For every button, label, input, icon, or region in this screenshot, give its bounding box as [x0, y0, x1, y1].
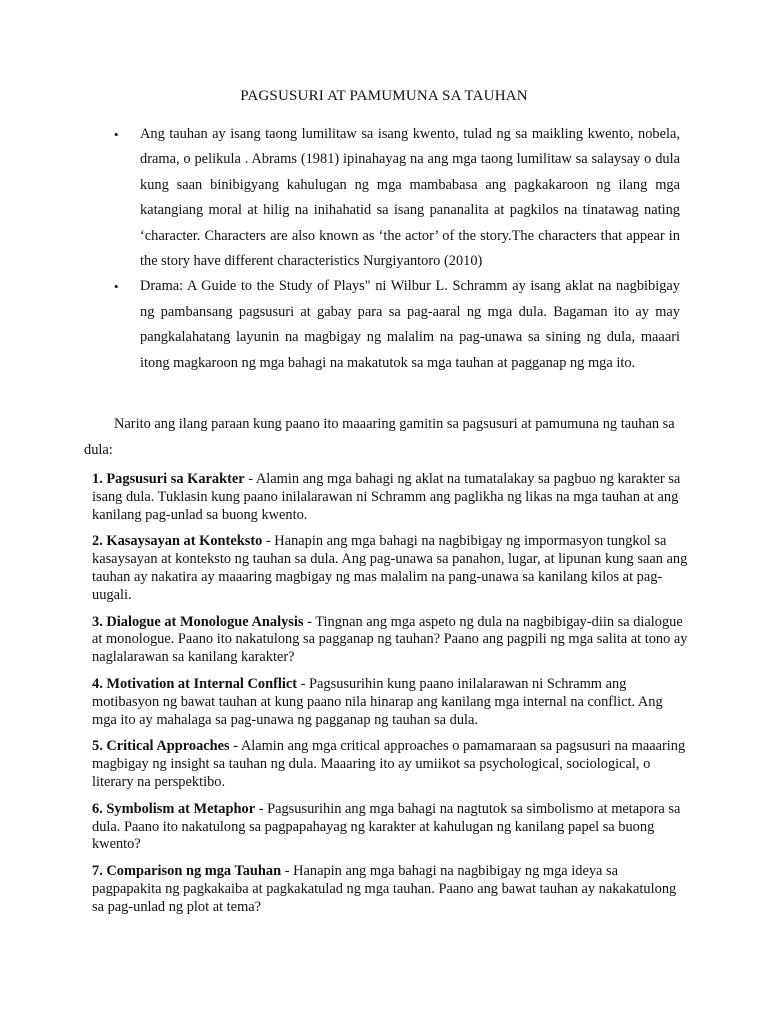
bullet-item	[112, 274, 680, 376]
section-paragraph	[92, 614, 690, 667]
section-body: - Hanapin ang mga bahagi na nagbibigay ng mga ideya sa pagpapakita ng pagkakaiba at pagkakatulad ng mga tauhan. Paano ang bawat tauhan ay nakakatulong sa pag-unlad ng plot at tema?	[92, 863, 677, 915]
section-body: - Pagsusurihin ang mga bahagi na nagtutok sa simbolismo at metapora sa dula. Paano ito nakatulong sa pagpapahayag ng karakter at kahulugan ng kanilang papel sa buong kwento?	[92, 800, 681, 853]
bullet-icon: •	[114, 127, 119, 142]
section-heading: 2. Kasaysayan at Konteksto	[92, 533, 263, 550]
section-heading: 5. Critical Approaches	[92, 738, 230, 755]
section-paragraph	[92, 863, 690, 916]
analysis-sections	[92, 471, 690, 926]
intro-text: Narito ang ilang paraan kung paano ito maaaring gamitin sa pagsusuri at pamumuna ng tauhan sa dula:	[84, 416, 675, 458]
section-heading: 4. Motivation at Internal Conflict	[92, 675, 298, 692]
section-paragraph	[92, 801, 690, 854]
section-body: - Alamin ang mga critical approaches o pamamaraan sa pagsusuri na maaaring magbigay ng insight sa tauhan ng dula. Maaaring ito ay umiikot sa psychological, sociological, o literary na perspektibo.	[92, 738, 686, 790]
section-body: - Alamin ang mga bahagi ng aklat na tumatalakay sa pagbuo ng karakter sa isang dula. Tuklasin kung paano inilalarawan ni Schramm ang paglikha ng likas na mga tauhan at ang kanilang pag-unlad sa buong kwento.	[92, 471, 681, 523]
bullet-icon: •	[114, 279, 119, 295]
bullet-item	[112, 122, 680, 274]
section-paragraph	[92, 738, 690, 791]
intro-paragraph	[84, 411, 680, 463]
section-body: - Hanapin ang mga bahagi na nagbibigay ng impormasyon tungkol sa kasaysayan at konteksto ng tauhan sa dula. Ang pag-unawa sa panahon, lugar, at lipunan kung saan ang tauhan ay nakatira ay maaaring magbigay ng mas malalim na pang-unawa sa kanilang kilos at pag-uugali.	[92, 533, 688, 603]
section-body: - Pagsusurihin kung paano inilalarawan ni Schramm ang motibasyon ng bawat tauhan at kung paano nila hinarap ang kanilang mga internal na conflict. Ang mga ito ay mahalaga sa pag-unawa ng pagganap ng tauhan sa dula.	[92, 675, 663, 728]
section-heading: 3. Dialogue at Monologue Analysis	[92, 613, 304, 630]
section-heading: 1. Pagsusuri sa Karakter	[92, 471, 245, 487]
section-paragraph	[92, 676, 690, 729]
section-paragraph	[92, 533, 690, 604]
section-heading: 6. Symbolism at Metaphor	[92, 800, 256, 817]
bullet-list	[112, 122, 680, 376]
bullet-text: Ang tauhan ay isang taong lumilitaw sa isang kwento, tulad ng sa maikling kwento, nobela, drama, o pelikula . Abrams (1981) ipinahayag na ang mga taong lumilitaw sa salaysay o dula kung saan binibigyang kahulugan ng mga mambabasa ang pagkakaroon ng ilang mga katangiang moral at hilig na inihahatid sa isang pananalita at pagkilos na tinatawag nating ‘character. Characters are also known as ‘the actor’ of the story.The characters that appear in the story have different characteristics Nurgiyantoro (2010)	[140, 126, 680, 270]
section-heading: 7. Comparison ng mga Tauhan	[92, 863, 282, 880]
document-title: PAGSUSURI AT PAMUMUNA SA TAUHAN	[240, 88, 528, 104]
bullet-text: Drama: A Guide to the Study of Plays" ni Wilbur L. Schramm ay isang aklat na nagbibigay ng pambansang pagsusuri at gabay para sa pag-aaral ng mga dula. Bagaman ito ay may pangkalahatang layunin na magbigay ng malalim na pag-unawa sa sining ng dula, maaari itong magkaroon ng mga bahagi na makatutok sa mga tauhan at pagganap ng mga ito.	[140, 278, 680, 371]
section-paragraph	[92, 471, 690, 524]
section-body: - Tingnan ang mga aspeto ng dula na nagbibigay-diin sa dialogue at monologue. Paano ito nakatulong sa pagganap ng tauhan? Paano ang pagpili ng mga salita at tono ay naglalarawan sa kanilang karakter?	[92, 613, 688, 666]
